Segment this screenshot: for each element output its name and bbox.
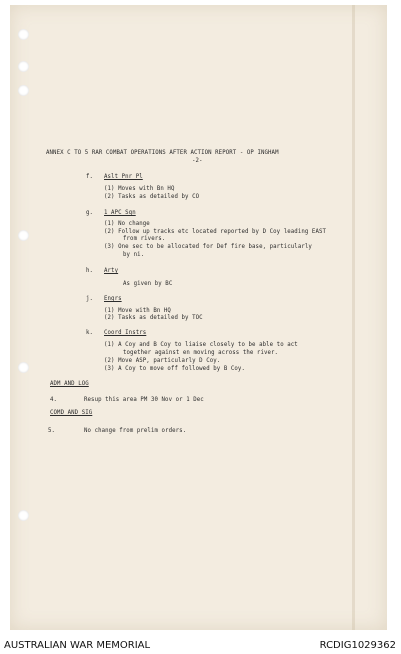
section-letter: g.	[86, 210, 94, 216]
section-heading: ADM AND LOG	[50, 381, 89, 387]
section-title: Arty	[104, 268, 119, 274]
section-item: (1) Move with Bn HQ	[104, 308, 171, 314]
page-number: -2-	[192, 158, 203, 164]
document-title: ANNEX C TO 5 RAR COMBAT OPERATIONS AFTER ACTION REPORT - OP INGHAM	[46, 150, 279, 156]
section-item: by ni.	[123, 252, 145, 258]
section-item: (3) One sec to be allocated for Def fire base, particularly	[104, 244, 312, 250]
punch-hole	[18, 230, 29, 241]
section-title: Aslt Pnr Pl	[104, 174, 143, 180]
section-letter: f.	[86, 174, 94, 180]
punch-hole	[18, 29, 29, 40]
section-item: (2) Move ASP, particularly D Coy.	[104, 358, 221, 364]
section-title: Coord Instrs	[104, 330, 147, 336]
punch-hole	[18, 61, 29, 72]
paragraph-text: No change from prelim orders.	[84, 428, 187, 434]
section-title: 1 APC Sqn	[104, 210, 136, 216]
page-fold-line	[352, 5, 355, 630]
archive-id: RCDIG1029362	[319, 640, 396, 651]
section-letter: h.	[86, 268, 94, 274]
section-title: Engrs	[104, 296, 122, 302]
section-item: (2) Tasks as detailed by CO	[104, 194, 200, 200]
archive-label: AUSTRALIAN WAR MEMORIAL	[4, 640, 151, 651]
section-item: (2) Follow up tracks etc located reported by D Coy leading EAST	[104, 229, 327, 235]
section-item: As given by BC	[123, 281, 173, 287]
section-heading: COMD AND SIG	[50, 410, 93, 416]
punch-hole	[18, 510, 29, 521]
punch-hole	[18, 85, 29, 96]
section-item: (3) A Coy to move off followed by B Coy.	[104, 366, 245, 372]
punch-hole	[18, 362, 29, 373]
section-letter: j.	[86, 296, 94, 302]
paragraph-number: 5.	[48, 428, 56, 434]
section-item: (1) A Coy and B Coy to liaise closely to be able to act	[104, 342, 298, 348]
paragraph-number: 4.	[50, 397, 58, 403]
section-letter: k.	[86, 330, 94, 336]
section-item: together against en moving across the river.	[123, 350, 279, 356]
section-item: (2) Tasks as detailed by TOC	[104, 315, 203, 321]
section-item: (1) No change	[104, 221, 150, 227]
section-item: (1) Moves with Bn HQ	[104, 186, 175, 192]
section-item: from rivers.	[123, 236, 166, 242]
paragraph-text: Resup this area PM 30 Nov or 1 Dec	[84, 397, 204, 403]
